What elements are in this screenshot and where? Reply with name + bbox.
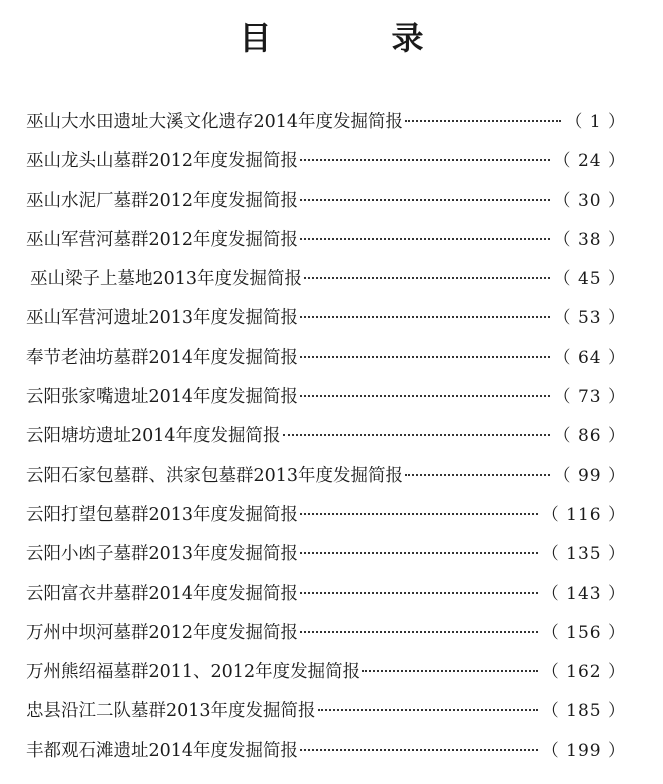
toc-page-number: （ 185 ）: [541, 701, 626, 722]
toc-entry-title: 万州中坝河墓群2012年度发掘简报: [26, 622, 299, 643]
dot-leader: [300, 238, 550, 240]
dot-leader: [405, 474, 550, 476]
dot-leader: [300, 749, 538, 751]
toc-entry-title: 万州熊绍福墓群2011、2012年度发掘简报: [26, 662, 361, 683]
toc-entry-title: 巫山大水田遗址大溪文化遗存2014年度发掘简报: [26, 112, 404, 132]
toc-list: [26, 103, 626, 771]
toc-entry: [26, 732, 626, 771]
dot-leader: [304, 277, 550, 279]
dot-leader: [283, 434, 550, 436]
toc-entry-title: 巫山军营河墓群2012年度发掘简报: [26, 229, 299, 250]
dot-leader: [405, 120, 561, 122]
toc-page-number: （ 135 ）: [541, 544, 626, 565]
toc-entry-title: 云阳小凼子墓群2013年度发掘简报: [26, 544, 299, 565]
toc-entry: [26, 182, 626, 221]
dot-leader: [318, 709, 538, 711]
toc-entry: [26, 221, 626, 260]
toc-page-number: （ 53 ）: [553, 308, 626, 329]
dot-leader: [300, 316, 550, 318]
toc-page-number: （ 199 ）: [541, 740, 626, 761]
toc-page-number: （ 86 ）: [553, 426, 626, 447]
toc-entry: [26, 339, 626, 378]
toc-page-number: （ 143 ）: [541, 583, 626, 604]
toc-entry-title: 云阳张家嘴遗址2014年度发掘简报: [26, 387, 299, 408]
toc-page-number: （ 99 ）: [553, 465, 626, 486]
toc-entry: [26, 378, 626, 417]
toc-page-number: （ 64 ）: [553, 347, 626, 368]
dot-leader: [300, 395, 550, 397]
toc-entry: [26, 653, 626, 692]
toc-entry-title: 巫山军营河遗址2013年度发掘简报: [26, 308, 299, 329]
toc-page-number: （ 116 ）: [541, 504, 626, 525]
toc-entry-title: 云阳石家包墓群、洪家包墓群2013年度发掘简报: [26, 465, 404, 486]
toc-entry-title: 巫山梁子上墓地2013年度发掘简报: [30, 269, 303, 290]
toc-entry: [26, 692, 626, 731]
dot-leader: [300, 199, 550, 201]
toc-entry-title: 巫山水泥厂墓群2012年度发掘简报: [26, 190, 299, 211]
toc-entry: [26, 260, 626, 299]
toc-page-number: （ 45 ）: [553, 269, 626, 290]
toc-heading: 目 录: [239, 19, 468, 57]
toc-entry-title: 巫山龙头山墓群2012年度发掘简报: [26, 151, 299, 172]
dot-leader: [362, 670, 538, 672]
toc-page-number: （ 1 ）: [565, 112, 626, 132]
toc-entry: [26, 103, 626, 142]
toc-page-number: （ 73 ）: [553, 387, 626, 408]
toc-entry: [26, 496, 626, 535]
dot-leader: [300, 552, 538, 554]
dot-leader: [300, 513, 538, 515]
dot-leader: [300, 159, 550, 161]
toc-entry-title: 忠县沿江二队墓群2013年度发掘简报: [26, 701, 316, 722]
toc-entry-title: 云阳打望包墓群2013年度发掘简报: [26, 504, 299, 525]
toc-entry: [26, 142, 626, 181]
toc-page-number: （ 38 ）: [553, 229, 626, 250]
toc-entry-title: 云阳富衣井墓群2014年度发掘简报: [26, 583, 299, 604]
dot-leader: [300, 631, 538, 633]
dot-leader: [300, 592, 538, 594]
toc-page-number: （ 162 ）: [541, 662, 626, 683]
toc-entry: [26, 457, 626, 496]
toc-page-number: （ 30 ）: [553, 190, 626, 211]
toc-entry: [26, 417, 626, 456]
toc-entry: [26, 535, 626, 574]
toc-entry: [26, 614, 626, 653]
toc-page-number: （ 24 ）: [553, 151, 626, 172]
toc-entry-title: 云阳塘坊遗址2014年度发掘简报: [26, 426, 281, 447]
toc-entry: [26, 575, 626, 614]
toc-entry-title: 丰都观石滩遗址2014年度发掘简报: [26, 740, 299, 761]
toc-page-number: （ 156 ）: [541, 622, 626, 643]
toc-entry: [26, 299, 626, 338]
toc-entry-title: 奉节老油坊墓群2014年度发掘简报: [26, 347, 299, 368]
dot-leader: [300, 356, 550, 358]
